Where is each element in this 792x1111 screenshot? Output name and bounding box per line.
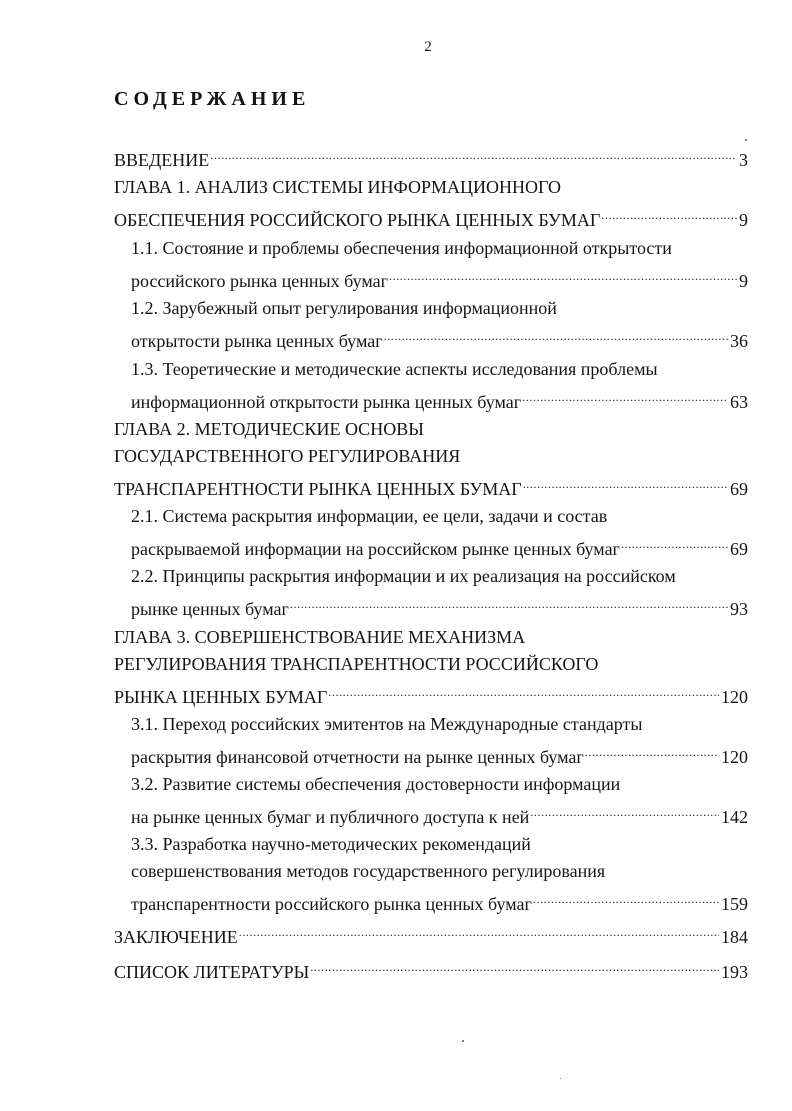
toc-entry-text: 2.1. Система раскрытия информации, ее цели, задачи и состав (131, 506, 608, 526)
toc-entry-line-continued (131, 357, 658, 381)
dot-leader (533, 886, 719, 910)
toc-entry-line (114, 142, 748, 170)
toc-entry-text: российского рынка ценных бумаг (131, 271, 388, 291)
toc-entry-text: ВВЕДЕНИЕ (114, 150, 210, 170)
toc-entry-line (114, 202, 748, 230)
toc-entry-text: 1.3. Теоретические и методические аспекты исследования проблемы (131, 359, 658, 379)
toc-entry-page: 193 (721, 962, 748, 982)
toc-entry-line (114, 954, 748, 982)
toc-entry-line-continued (114, 625, 525, 649)
toc-entry-page: 142 (721, 807, 748, 827)
toc-entry-line (131, 739, 748, 767)
dot-leader (530, 799, 719, 823)
page-number: 2 (424, 39, 432, 55)
toc-entry-line (131, 323, 748, 351)
toc-entry-line-continued (114, 417, 424, 441)
scan-speck (462, 1040, 464, 1042)
toc-entry-text: ГЛАВА 3. СОВЕРШЕНСТВОВАНИЕ МЕХАНИЗМА (114, 627, 526, 647)
toc-entry-text: транспарентности российского рынка ценных бумаг (131, 894, 532, 914)
toc-entry-line (114, 919, 748, 947)
toc-entry-line (131, 886, 748, 914)
toc-entry-text: рынке ценных бумаг (131, 599, 289, 619)
toc-entry-text: ГЛАВА 1. АНАЛИЗ СИСТЕМЫ ИНФОРМАЦИОННОГО (114, 177, 561, 197)
toc-entry-line-continued (131, 832, 531, 856)
toc-entry-line-continued (114, 652, 598, 676)
toc-entry-line (131, 263, 748, 291)
dot-leader (210, 142, 737, 166)
toc-entry-line (114, 679, 748, 707)
dot-leader (239, 919, 719, 943)
dot-leader (389, 263, 737, 287)
toc-entry-text: 3.1. Переход российских эмитентов на Международные стандарты (131, 714, 643, 734)
toc-entry-text: 1.2. Зарубежный опыт регулирования информационной (131, 298, 557, 318)
scan-speck (560, 1078, 561, 1079)
toc-entry-text: 2.2. Принципы раскрытия информации и их реализация на российском (131, 566, 676, 586)
toc-entry-text: СПИСОК ЛИТЕРАТУРЫ (114, 962, 310, 982)
toc-entry-text: ТРАНСПАРЕНТНОСТИ РЫНКА ЦЕННЫХ БУМАГ (114, 479, 522, 499)
toc-entry-text: РЕГУЛИРОВАНИЯ ТРАНСПАРЕНТНОСТИ РОССИЙСКОГО (114, 654, 599, 674)
toc-entry-line (131, 799, 748, 827)
toc-entry-page: 120 (721, 687, 748, 707)
toc-entry-page: 9 (739, 210, 748, 230)
toc-entry-page: 184 (721, 927, 748, 947)
toc-entry-line-continued (131, 712, 642, 736)
toc-entry-page: 9 (739, 271, 748, 291)
toc-entry-line-continued (131, 504, 607, 528)
toc-entry-text: открытости рынка ценных бумаг (131, 331, 383, 351)
toc-entry-line-continued (131, 236, 672, 260)
toc-entry-text: раскрываемой информации на российском рынке ценных бумаг (131, 539, 620, 559)
toc-entry-page: 36 (730, 331, 748, 351)
toc-entry-page: 69 (730, 479, 748, 499)
toc-entry-text: 3.3. Разработка научно-методических рекомендаций (131, 834, 531, 854)
toc-entry-text: ЗАКЛЮЧЕНИЕ (114, 927, 238, 947)
toc-entry-line-continued (131, 296, 557, 320)
toc-entry-text: ГОСУДАРСТВЕННОГО РЕГУЛИРОВАНИЯ (114, 446, 461, 466)
toc-entry-text: 3.2. Развитие системы обеспечения достоверности информации (131, 774, 621, 794)
dot-leader (328, 679, 719, 703)
scan-speck (745, 139, 747, 141)
toc-entry-page: 93 (730, 599, 748, 619)
toc-entry-line-continued (131, 859, 605, 883)
dot-leader (585, 739, 719, 763)
toc-entry-text: раскрытия финансовой отчетности на рынке ценных бумаг (131, 747, 584, 767)
toc-entry-page: 69 (730, 539, 748, 559)
toc-entry-line (131, 384, 748, 412)
dot-leader (523, 471, 728, 495)
toc-entry-page: 3 (739, 150, 748, 170)
toc-entry-line-continued (131, 772, 620, 796)
toc-entry-text: 1.1. Состояние и проблемы обеспечения информационной открытости (131, 238, 672, 258)
toc-entry-page: 120 (721, 747, 748, 767)
dot-leader (310, 954, 719, 978)
toc-entry-text: РЫНКА ЦЕННЫХ БУМАГ (114, 687, 328, 707)
toc-title: СОДЕРЖАНИЕ (114, 88, 311, 110)
toc-entry-line-continued (114, 175, 561, 199)
toc-entry-line-continued (131, 564, 676, 588)
toc-entry-text: на рынке ценных бумаг и публичного доступа к ней (131, 807, 530, 827)
dot-leader (621, 531, 728, 555)
toc-entry-text: ОБЕСПЕЧЕНИЯ РОССИЙСКОГО РЫНКА ЦЕННЫХ БУМАГ (114, 210, 601, 230)
dot-leader (601, 202, 737, 226)
toc-entry-line (131, 531, 748, 559)
dot-leader (384, 323, 728, 347)
dot-leader (290, 591, 728, 615)
toc-entry-text: совершенствования методов государственного регулирования (131, 861, 606, 881)
toc-entry-page: 159 (721, 894, 748, 914)
toc-entry-page: 63 (730, 392, 748, 412)
dot-leader (522, 384, 728, 408)
toc-entry-text: информационной открытости рынка ценных бумаг (131, 392, 522, 412)
toc-entry-line (114, 471, 748, 499)
toc-entry-text: ГЛАВА 2. МЕТОДИЧЕСКИЕ ОСНОВЫ (114, 419, 424, 439)
toc-entry-line-continued (114, 444, 460, 468)
toc-entry-line (131, 591, 748, 619)
